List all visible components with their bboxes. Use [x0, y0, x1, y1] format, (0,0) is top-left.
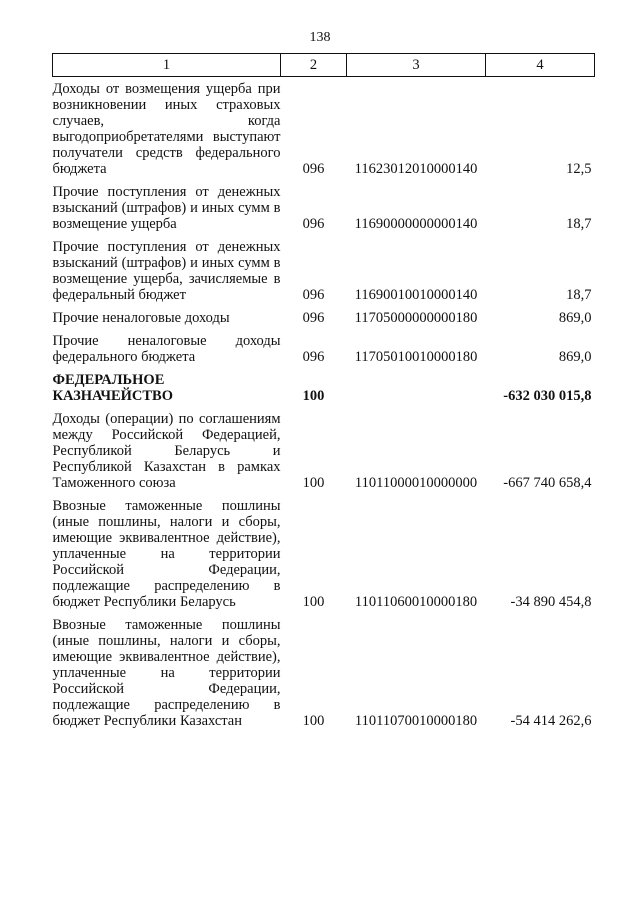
row-classification-code: 11705010010000180: [354, 349, 478, 365]
row-admin-code: 096: [302, 216, 325, 232]
row-admin-code: 096: [302, 161, 325, 177]
row-amount: -34 890 454,8: [510, 594, 592, 610]
table-row: [53, 77, 595, 185]
row-amount: 869,0: [558, 310, 592, 326]
page-number: 138: [309, 30, 331, 45]
row-classification-code: 11011060010000180: [354, 594, 478, 610]
row-classification-code: [347, 372, 486, 411]
row-amount: -667 740 658,4: [503, 475, 592, 491]
row-name: Доходы от возмещения ущерба при возникновении иных страховых случаев, когда выгодоприобретателями выступают получатели средств федерального бюджета: [52, 81, 281, 177]
row-name: Прочие неналоговые доходы: [52, 310, 230, 326]
row-name: Ввозные таможенные пошлины (иные пошлины, налоги и сборы, имеющие эквивалентное действие), уплаченные на территории Российской Федерации, подлежащие распределению в бюджет Республики Казахстан: [52, 617, 281, 729]
row-amount: -54 414 262,6: [510, 713, 592, 729]
column-header-2: 2: [281, 54, 347, 77]
row-admin-code: 100: [302, 475, 325, 491]
row-name: ФЕДЕРАЛЬНОЕ КАЗНАЧЕЙСТВО: [52, 372, 174, 404]
table-row: [53, 498, 595, 617]
row-admin-code: 096: [302, 287, 325, 303]
row-admin-code: 096: [302, 349, 325, 365]
row-amount: 12,5: [566, 161, 592, 177]
header-row: [53, 54, 595, 77]
row-classification-code: 11623012010000140: [354, 161, 478, 177]
column-header-4: 4: [486, 54, 595, 77]
row-name: Доходы (операции) по соглашениям между Российской Федерацией, Республикой Беларусь и Республикой Казахстан в рамках Таможенного союза: [52, 411, 281, 491]
row-amount: 869,0: [558, 349, 592, 365]
row-classification-code: 11690010010000140: [354, 287, 478, 303]
table-body: [53, 77, 595, 737]
row-amount: 18,7: [566, 287, 592, 303]
row-admin-code: 100: [302, 388, 325, 404]
row-amount: -632 030 015,8: [503, 388, 592, 404]
table-row: [53, 184, 595, 239]
row-classification-code: 11690000000000140: [354, 216, 478, 232]
table-row: [53, 239, 595, 310]
table-row: [53, 411, 595, 498]
table-header: [53, 54, 595, 77]
row-name: Прочие поступления от денежных взысканий (штрафов) и иных сумм в возмещение ущерба, зачисляемые в федеральный бюджет: [52, 239, 281, 303]
table-row-section-heading: [53, 372, 595, 411]
table-row: [53, 310, 595, 333]
row-admin-code: 100: [302, 713, 325, 729]
column-header-3: 3: [347, 54, 486, 77]
table-row: [53, 333, 595, 372]
row-classification-code: 11011070010000180: [354, 713, 478, 729]
row-name: Прочие неналоговые доходы федерального бюджета: [52, 333, 281, 365]
row-name: Прочие поступления от денежных взысканий (штрафов) и иных сумм в возмещение ущерба: [52, 184, 281, 232]
row-amount: 18,7: [566, 216, 592, 232]
row-admin-code: 096: [302, 310, 325, 326]
row-name: Ввозные таможенные пошлины (иные пошлины, налоги и сборы, имеющие эквивалентное действие), уплаченные на территории Российской Федерации, подлежащие распределению в бюджет Республики Беларусь: [52, 498, 281, 610]
row-classification-code: 11705000000000180: [354, 310, 478, 326]
budget-revenue-table: [52, 53, 595, 736]
row-admin-code: 100: [302, 594, 325, 610]
table-row: [53, 617, 595, 736]
column-header-1: 1: [53, 54, 281, 77]
row-classification-code: 11011000010000000: [354, 475, 478, 491]
